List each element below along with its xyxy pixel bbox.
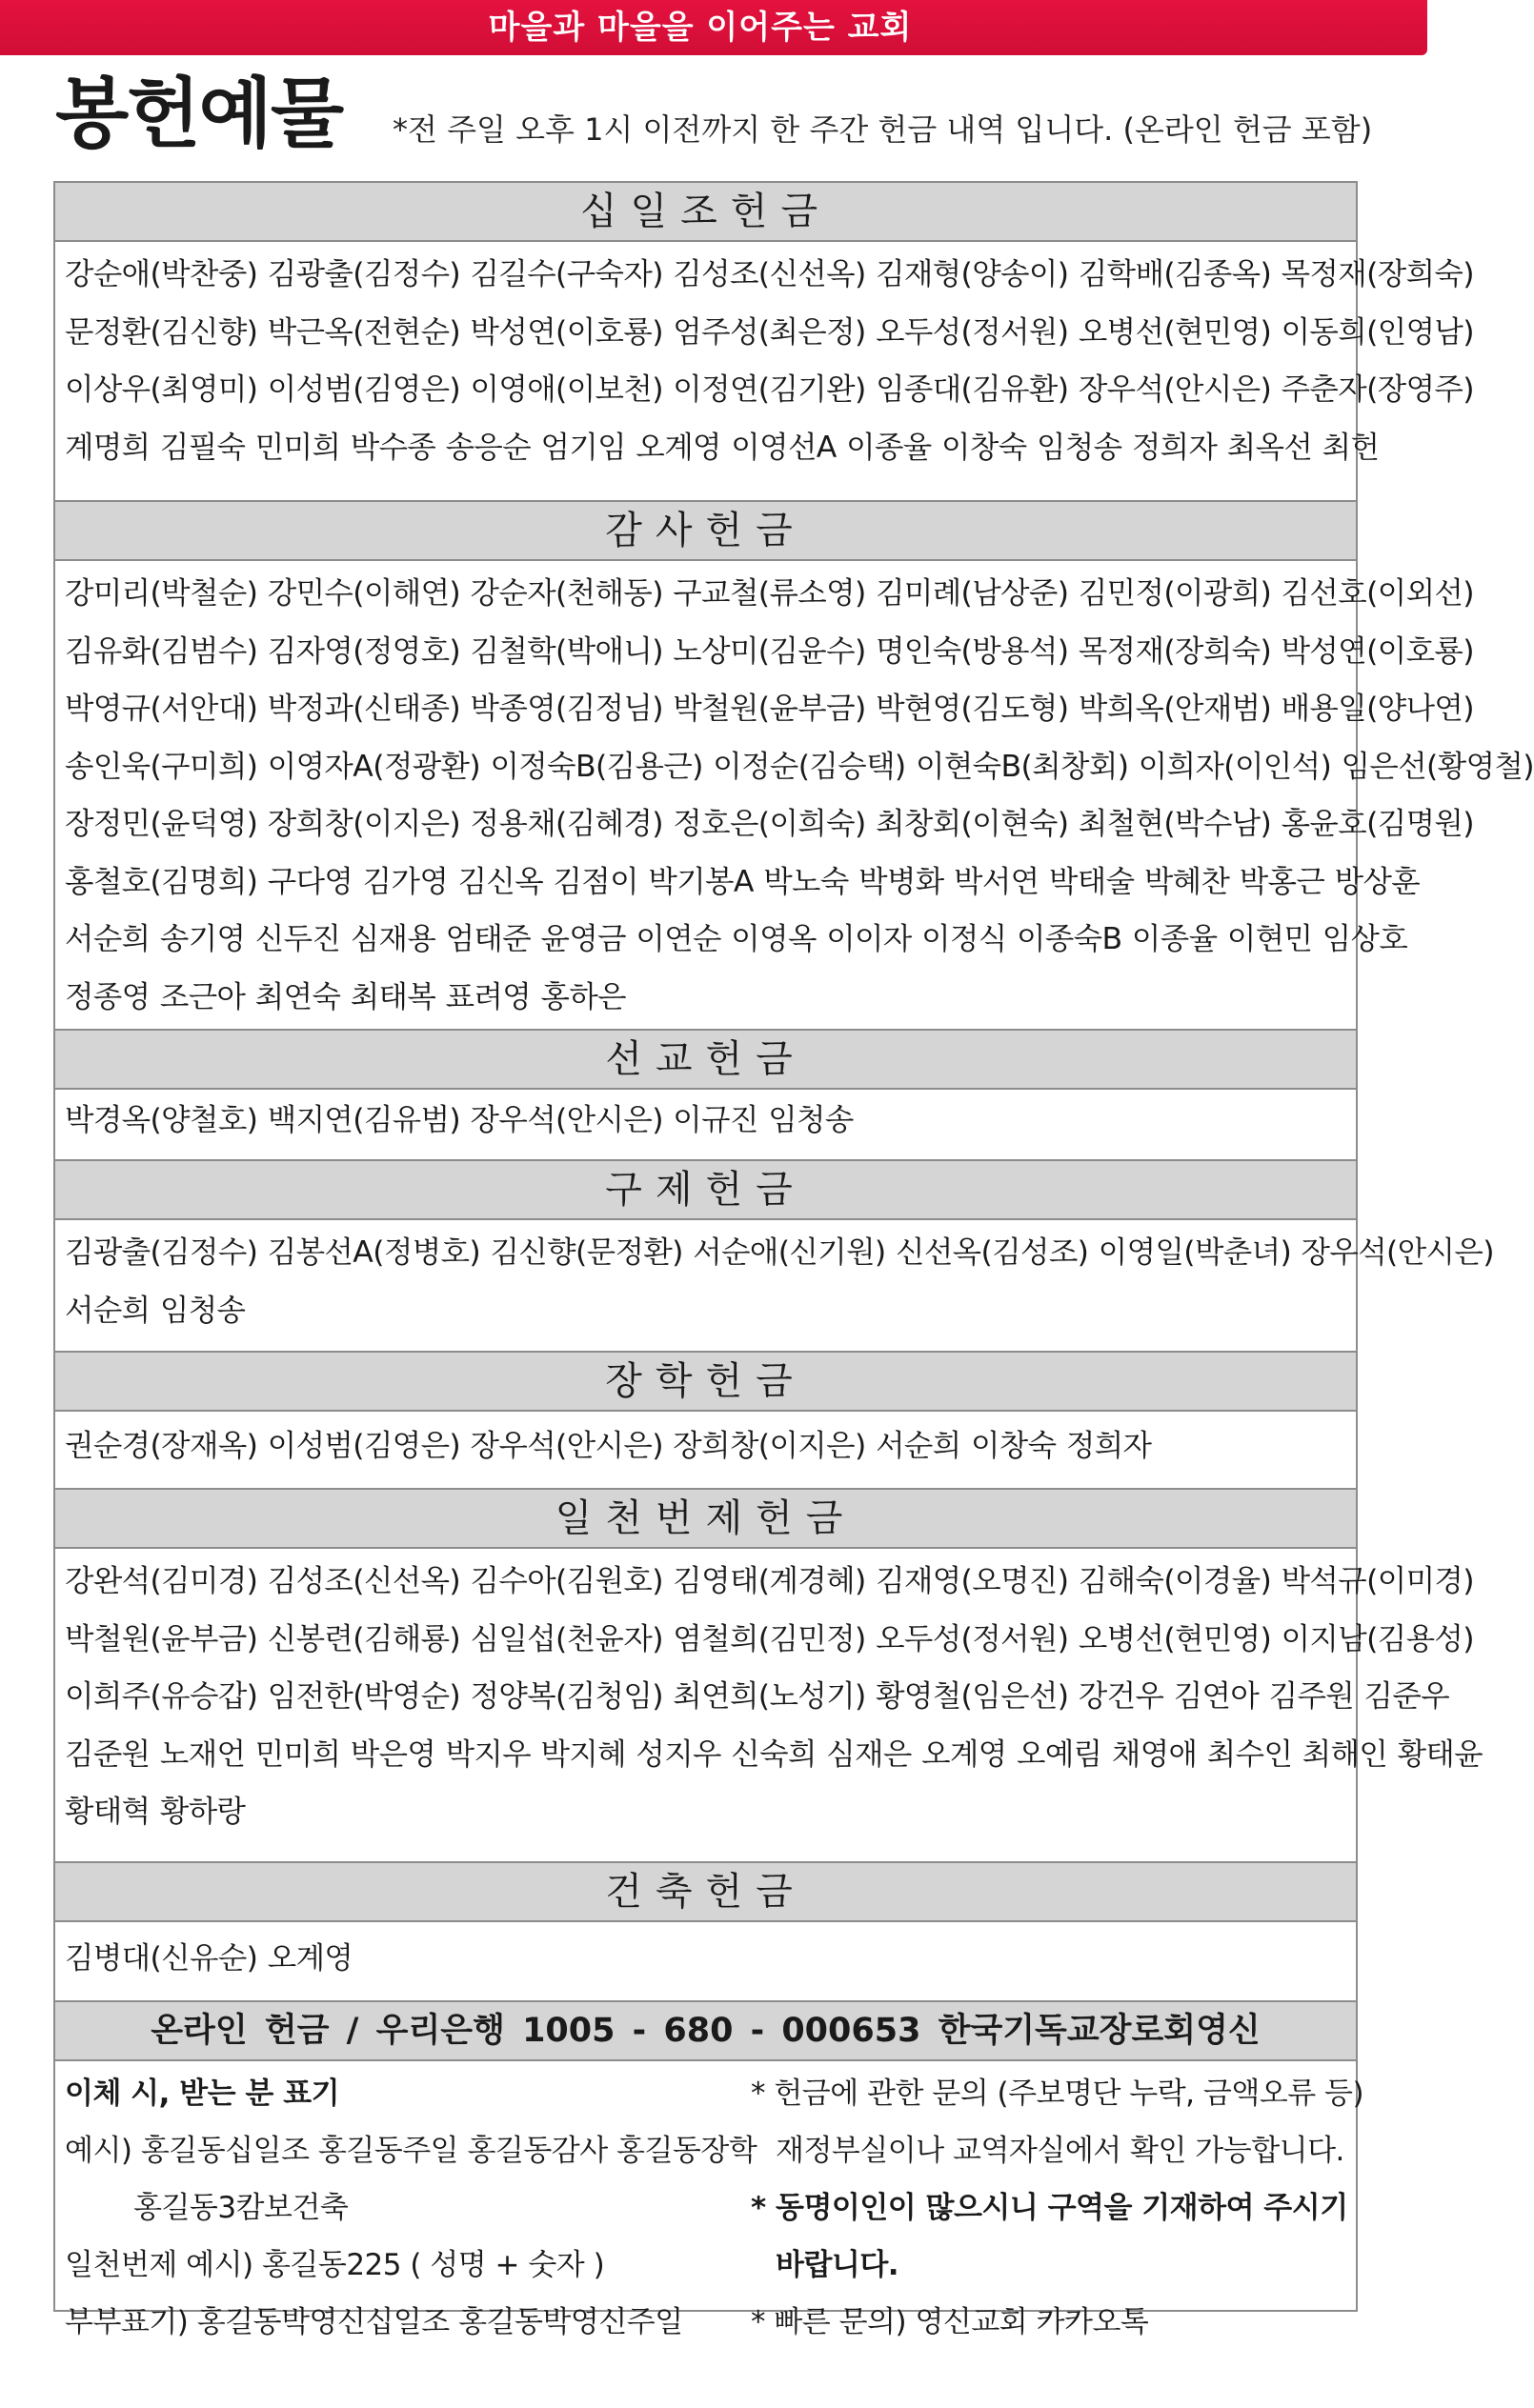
section-thousand-offerings — [55, 1488, 1484, 1864]
name-line: 계명희 김필숙 민미희 박수종 송응순 엄기임 오계영 이영선A 이종율 이창숙 임청송 정희자 최옥선 최헌 — [65, 430, 1380, 465]
name-line: 서순희 임청송 — [65, 1293, 246, 1328]
name-line: 정종영 조근아 최연숙 최태복 표려영 홍하은 — [65, 979, 626, 1014]
section-scholarship — [55, 1351, 1356, 1484]
section-heading: 선교헌금 — [55, 1029, 1356, 1090]
section-tithe — [55, 181, 1474, 495]
name-line: 박경옥(양철호) 백지연(김유범) 장우석(안시은) 이규진 임청송 — [65, 1103, 854, 1137]
name-line: 황태혁 황하랑 — [65, 1795, 246, 1829]
section-names — [65, 1417, 1346, 1476]
section-names — [65, 246, 1474, 486]
page-title: 봉헌예물 — [55, 70, 343, 158]
section-mission — [55, 1029, 1356, 1157]
name-line: 박철원(윤부금) 신봉련(김해룡) 심일섭(천윤자) 염철희(김민정) 오두성(정서원) 오병선(현민영) 이지남(김용성) — [65, 1621, 1474, 1656]
inquiry-note: * 헌금에 관한 문의 (주보명단 누락, 금액오류 등) — [751, 2077, 1364, 2111]
name-line: 김병대(신유순) 오계영 — [65, 1941, 353, 1976]
name-line: 강완석(김미경) 김성조(신선옥) 김수아(김원호) 김영태(계경혜) 김재영(오명진) 김해숙(이경율) 박석규(이미경) — [65, 1564, 1474, 1598]
section-names — [65, 1553, 1484, 1843]
transfer-example: 예시) 홍길동십일조 홍길동주일 홍길동감사 홍길동장학 — [65, 2134, 757, 2168]
name-line: 문정환(김신향) 박근옥(전현순) 박성연(이호룡) 엄주성(최은정) 오두성(정서원) 오병선(현민영) 이동희(인영남) — [65, 314, 1474, 350]
name-line: 강미리(박철순) 강민수(이해연) 강순자(천해동) 구교철(류소영) 김미례(남상준) 김민정(이광희) 김선호(이외선) — [65, 576, 1474, 611]
name-line: 박영규(서안대) 박정과(신태종) 박종영(김정님) 박철원(윤부금) 박현영(김도형) 박희옥(안재범) 배용일(양나연) — [65, 692, 1474, 726]
name-line: 강순애(박찬중) 김광출(김정수) 김길수(구숙자) 김성조(신선옥) 김재형(양송이) 김학배(김종옥) 목정재(장희숙) — [65, 257, 1474, 291]
same-name-note-cont: 바랍니다. — [776, 2248, 899, 2282]
section-names — [65, 565, 1534, 1026]
name-line: 송인욱(구미희) 이영자A(정광환) 이정숙B(김용근) 이정순(김승택) 이현숙B(최창회) 이희자(이인석) 임은선(황영철) — [65, 749, 1534, 784]
kakaotalk-note: * 빠른 문의) 영신교회 카카오톡 — [751, 2305, 1149, 2339]
top-banner — [0, 0, 1427, 55]
section-building — [55, 1861, 1356, 1999]
section-heading: 십일조헌금 — [55, 181, 1356, 242]
transfer-instructions-title: 이체 시, 받는 분 표기 — [65, 2077, 340, 2111]
inquiry-note-cont: 재정부실이나 교역자실에서 확인 가능합니다. — [776, 2134, 1344, 2168]
name-line: 김유화(김범수) 김자영(정영호) 김철학(박애니) 노상미(김윤수) 명인숙(방용석) 목정재(장희숙) 박성연(이호룡) — [65, 633, 1474, 669]
name-line: 김준원 노재언 민미희 박은영 박지우 박지혜 성지우 신숙희 심재은 오계영 오예림 채영애 최수인 최해인 황태윤 — [65, 1736, 1484, 1772]
transfer-example-cont: 홍길동3캄보건축 — [133, 2191, 349, 2225]
couple-example: 부부표기) 홍길동박영신십일조 홍길동박영신주일 — [65, 2305, 683, 2339]
name-line: 이상우(최영미) 이성범(김영은) 이영애(이보천) 이정연(김기완) 임종대(김유환) 장우석(안시은) 주춘자(장영주) — [65, 372, 1474, 407]
section-names — [65, 1224, 1494, 1340]
section-heading: 구제헌금 — [55, 1159, 1356, 1220]
section-heading: 건축헌금 — [55, 1861, 1356, 1922]
section-heading: 감사헌금 — [55, 500, 1356, 561]
transfer-instructions — [65, 2065, 757, 2351]
section-thanksgiving — [55, 500, 1534, 1029]
section-names — [65, 1092, 1346, 1151]
name-line: 서순희 송기영 신두진 심재용 엄태준 윤영금 이연순 이영옥 이이자 이정식 이종숙B 이종율 이현민 임상호 — [65, 922, 1408, 956]
name-line: 권순경(장재옥) 이성범(김영은) 장우석(안시은) 장희창(이지은) 서순희 이창숙 정희자 — [65, 1429, 1152, 1463]
banner-text: 마을과 마을을 이어주는 교회 — [488, 9, 913, 47]
section-heading: 일천번제헌금 — [55, 1488, 1356, 1549]
name-line: 이희주(유승갑) 임전한(박영순) 정양복(김청임) 최연희(노성기) 황영철(임은선) 강건우 김연아 김주원 김준우 — [65, 1679, 1450, 1714]
section-relief — [55, 1159, 1494, 1350]
thousand-offering-example: 일천번제 예시) 홍길동225 ( 성명 + 숫자 ) — [65, 2248, 605, 2282]
section-heading: 장학헌금 — [55, 1351, 1356, 1412]
name-line: 장정민(윤덕영) 장희창(이지은) 정용채(김혜경) 정호은(이희숙) 최창회(이현숙) 최철현(박수남) 홍윤호(김명원) — [65, 807, 1474, 841]
section-names — [65, 1930, 1346, 1989]
inquiry-notes — [751, 2065, 1364, 2351]
online-offering-account: 온라인 헌금 / 우리은행 1005 - 680 - 000653 한국기독교장로회영신 — [55, 2000, 1356, 2061]
name-line: 홍철호(김명희) 구다영 김가영 김신옥 김점이 박기봉A 박노숙 박병화 박서연 박태술 박혜찬 박홍근 방상훈 — [65, 864, 1421, 899]
same-name-note: * 동명이인이 많으시니 구역을 기재하여 주시기 — [751, 2191, 1348, 2225]
name-line: 김광출(김정수) 김봉선A(정병호) 김신향(문정환) 서순애(신기원) 신선옥(김성조) 이영일(박춘녀) 장우석(안시은) — [65, 1235, 1494, 1270]
offering-period-note: *전 주일 오후 1시 이전까지 한 주간 헌금 내역 입니다. (온라인 헌금 포함) — [393, 111, 1373, 148]
